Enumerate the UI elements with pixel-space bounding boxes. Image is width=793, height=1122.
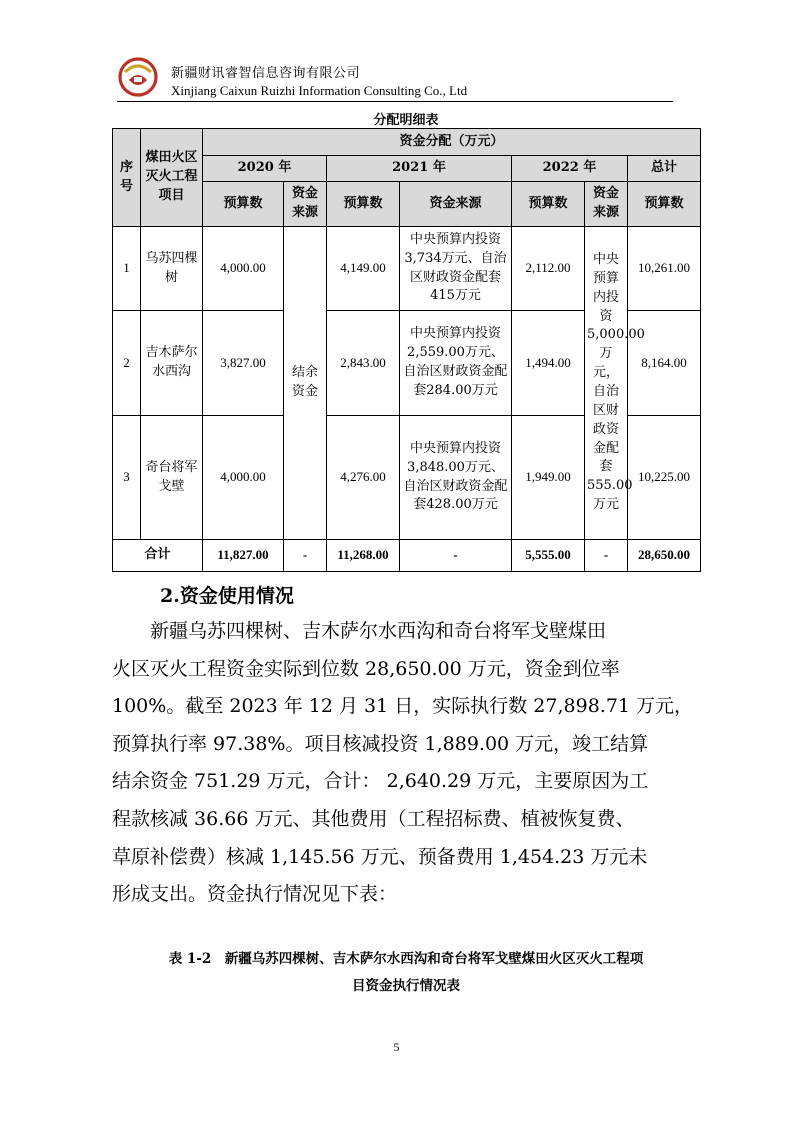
row-budget-2021: 4,149.00 — [327, 227, 400, 311]
sum-source-2022: - — [585, 540, 628, 572]
row-source-2021: 中央预算内投资3,848.00万元、自治区财政资金配套428.00万元 — [400, 416, 512, 540]
table-caption — [112, 946, 700, 1000]
paragraph-line: 形成支出。资金执行情况见下表： — [112, 883, 398, 906]
table-title: 分配明细表 — [373, 113, 439, 128]
row-budget-2020: 4,000.00 — [203, 416, 284, 540]
row-no: 3 — [113, 416, 141, 540]
header-total: 总计 — [628, 156, 701, 182]
page-number: 5 — [393, 1040, 400, 1054]
sum-source-2020: - — [284, 540, 327, 572]
paragraph-line: 预算执行率 97.38%。项目核减投资 1,889.00 万元，竣工结算 — [112, 732, 649, 755]
sum-budget-2020: 11,827.00 — [203, 540, 284, 572]
header-budget-2021: 预算数 — [327, 182, 400, 227]
row-no: 1 — [113, 227, 141, 311]
header-source-2021: 资金来源 — [400, 182, 512, 227]
header-allocation: 资金分配（万元） — [203, 129, 701, 156]
allocation-table — [112, 128, 701, 572]
row-budget-2021: 4,276.00 — [327, 416, 400, 540]
header-budget-2022: 预算数 — [512, 182, 585, 227]
page-header — [117, 52, 673, 102]
header-source-2022: 资金来源 — [585, 182, 628, 227]
paragraph-line: 100%。截至 2023 年 12 月 31 日，实际执行数 27,898.71 万元， — [112, 695, 694, 718]
paragraph-line: 草原补偿费）核减 1,145.56 万元、预备费用 1,454.23 万元未 — [112, 845, 648, 868]
paragraph-line: 程款核减 36.66 万元、其他费用（工程招标费、植被恢复费、 — [112, 807, 635, 830]
row-budget-2021: 2,843.00 — [327, 311, 400, 416]
sum-label: 合计 — [113, 540, 203, 572]
row-budget-2022: 1,494.00 — [512, 311, 585, 416]
section-heading: 2.资金使用情况 — [160, 585, 294, 607]
row-total: 10,261.00 — [628, 227, 701, 311]
sum-budget-2021: 11,268.00 — [327, 540, 400, 572]
row-budget-2022: 2,112.00 — [512, 227, 585, 311]
header-2020: 2020 年 — [203, 156, 327, 182]
row-budget-2022: 1,949.00 — [512, 416, 585, 540]
company-name-cn: 新疆财讯睿智信息咨询有限公司 — [171, 66, 361, 81]
header-2021: 2021 年 — [327, 156, 512, 182]
row-total: 8,164.00 — [628, 311, 701, 416]
header-divider — [117, 101, 673, 102]
row-project: 乌苏四棵树 — [141, 227, 203, 311]
row-total: 10,225.00 — [628, 416, 701, 540]
company-name-en: Xinjiang Caixun Ruizhi Information Consulting Co., Ltd — [171, 83, 468, 98]
row-budget-2020: 4,000.00 — [203, 227, 284, 311]
paragraph-line: 火区灭火工程资金实际到位数 28,650.00 万元，资金到位率 — [112, 657, 620, 680]
row-source-2021: 中央预算内投资2,559.00万元、自治区财政资金配套284.00万元 — [400, 311, 512, 416]
header-source-2020: 资金来源 — [284, 182, 327, 227]
body-paragraph — [112, 613, 702, 914]
caption-line: 目资金执行情况表 — [352, 978, 460, 994]
company-logo — [117, 56, 159, 98]
source-2022-merged: 中央预算内投资5,000.00万元，自治区财政资金配套555.00万元 — [585, 227, 628, 540]
row-budget-2020: 3,827.00 — [203, 311, 284, 416]
sum-total: 28,650.00 — [628, 540, 701, 572]
paragraph-line: 新疆乌苏四棵树、吉木萨尔水西沟和奇台将军戈壁煤田 — [150, 620, 607, 642]
header-budget-total: 预算数 — [628, 182, 701, 227]
header-project: 煤田火区灭火工程项目 — [141, 129, 203, 227]
row-project: 吉木萨尔水西沟 — [141, 311, 203, 416]
paragraph-line: 结余资金 751.29 万元，合计： 2,640.29 万元，主要原因为工 — [112, 770, 649, 793]
source-2020-merged: 结余资金 — [284, 227, 327, 540]
header-2022: 2022 年 — [512, 156, 628, 182]
table-row — [113, 227, 701, 311]
table-sum-row — [113, 540, 701, 572]
row-no: 2 — [113, 311, 141, 416]
sum-source-2021: - — [400, 540, 512, 572]
header-budget-2020: 预算数 — [203, 182, 284, 227]
caption-line: 表 1-2 新疆乌苏四棵树、吉木萨尔水西沟和奇台将军戈壁煤田火区灭火工程项 — [168, 951, 644, 967]
sum-budget-2022: 5,555.00 — [512, 540, 585, 572]
row-project: 奇台将军戈壁 — [141, 416, 203, 540]
row-source-2021: 中央预算内投资3,734万元、自治区财政资金配套415万元 — [400, 227, 512, 311]
header-no: 序号 — [113, 129, 141, 227]
